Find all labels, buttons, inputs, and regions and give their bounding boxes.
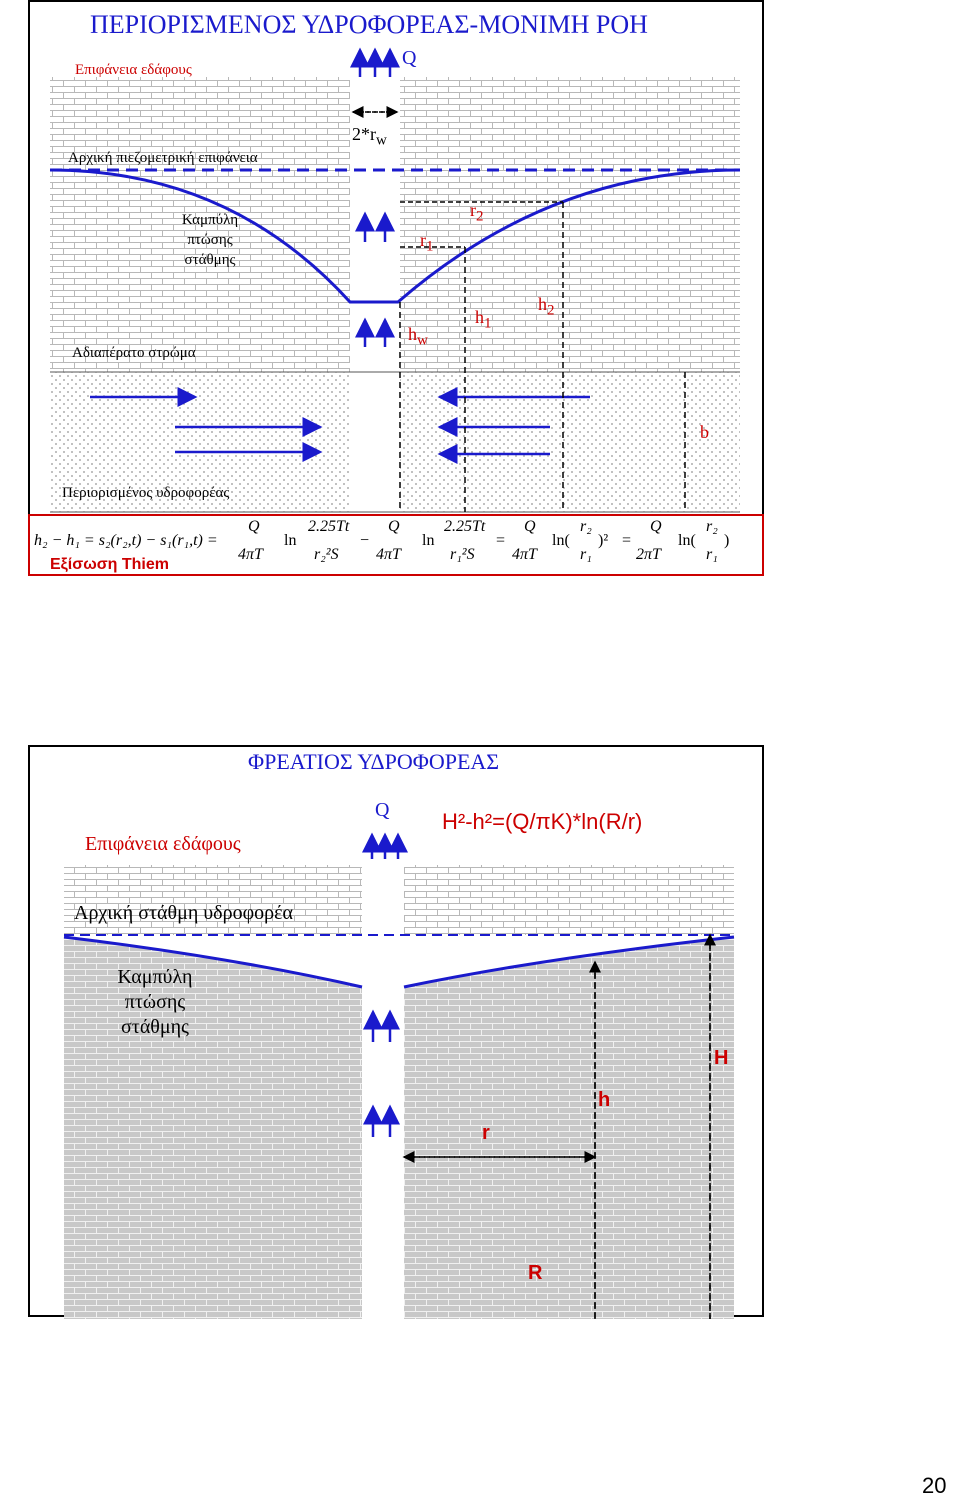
equation-lhs: h₂ − h₁ = s₂(r₂,t) − s₁(r₁,t) = <box>34 532 218 549</box>
frac1-den: r₂²S <box>314 546 339 563</box>
drawdown-curve-label: Καμπύλη πτώσης στάθμης <box>181 212 239 268</box>
frac2-num: 2.25Tt <box>444 518 486 535</box>
thiem-equation-label: Εξίσωση Thiem <box>50 556 169 573</box>
H-label: H <box>714 1047 729 1069</box>
term1-den: 4πT <box>238 546 263 563</box>
slide2-drawdown-curve-label: Καμπύλη πτώσης στάθμης <box>117 966 193 1038</box>
R-label: R <box>528 1262 543 1284</box>
confined-aquifer-label: Περιορισμένος υδροφορέας <box>62 485 230 501</box>
h1-label: $h_1$ <box>475 307 492 332</box>
slide1-title: ΠΕΡΙΟΡΙΣΜΕΝΟΣ ΥΔΡΟΦΟΡΕΑΣ-ΜΟΝΙΜΗ ΡΟΗ <box>90 10 648 39</box>
slide-unconfined-aquifer <box>28 745 764 1317</box>
initial-level-label: Αρχική στάθμη υδροφορέα <box>74 902 293 924</box>
frac4-den: r₁ <box>706 546 718 563</box>
initial-surface-label: Αρχική πιεζομετρική επιφάνεια <box>68 150 258 166</box>
close-3: )² <box>598 532 609 549</box>
equals-sign-2: = <box>622 532 632 549</box>
r1-label: $r_1$ <box>420 230 434 255</box>
term3-den: 4πT <box>512 546 537 563</box>
h-label: h <box>598 1089 611 1111</box>
term4-num: Q <box>650 518 662 535</box>
ground-surface-label: Επιφάνεια εδάφους <box>75 62 192 78</box>
page-number: 20 <box>922 1473 947 1498</box>
unconfined-formula: H²-h²=(Q/πK)*ln(R/r) <box>442 809 643 834</box>
equals-sign-1: = <box>496 532 506 549</box>
r2-label: $r_2$ <box>470 200 484 225</box>
slide2-ground-surface-label: Επιφάνεια εδάφους <box>85 833 241 855</box>
impermeable-layer-label: Αδιαπέρατο στρώμα <box>72 345 196 361</box>
ln-4: ln( <box>678 532 696 549</box>
thiem-equation-box <box>28 514 764 576</box>
r-label: r <box>482 1122 490 1144</box>
thickness-b-label: b <box>700 422 709 442</box>
ln-3: ln( <box>552 532 570 549</box>
well-diameter-label: $2*r_w$ <box>352 124 387 149</box>
term2-den: 4πT <box>376 546 401 563</box>
term2-num: Q <box>388 518 400 535</box>
close-4: ) <box>724 532 730 549</box>
frac3-num: r₂ <box>580 518 592 535</box>
h2-label: $h_2$ <box>538 294 555 319</box>
frac3-den: r₁ <box>580 546 592 563</box>
term4-den: 2πT <box>636 546 661 563</box>
frac2-den: r₁²S <box>450 546 475 563</box>
minus-sign: − <box>360 532 370 549</box>
frac4-num: r₂ <box>706 518 718 535</box>
term1-num: Q <box>248 518 260 535</box>
hw-label: $h_w$ <box>408 324 428 349</box>
slide2-title: ΦΡΕΑΤΙΟΣ ΥΔΡΟΦΟΡΕΑΣ <box>248 749 500 774</box>
frac1-num: 2.25Tt <box>308 518 350 535</box>
ln-2: ln <box>422 532 435 549</box>
slide2-flow-q-label: Q <box>375 799 390 821</box>
flow-q-label: Q <box>402 47 417 69</box>
ln-1: ln <box>284 532 297 549</box>
slide-confined-aquifer <box>28 0 764 574</box>
term3-num: Q <box>524 518 536 535</box>
